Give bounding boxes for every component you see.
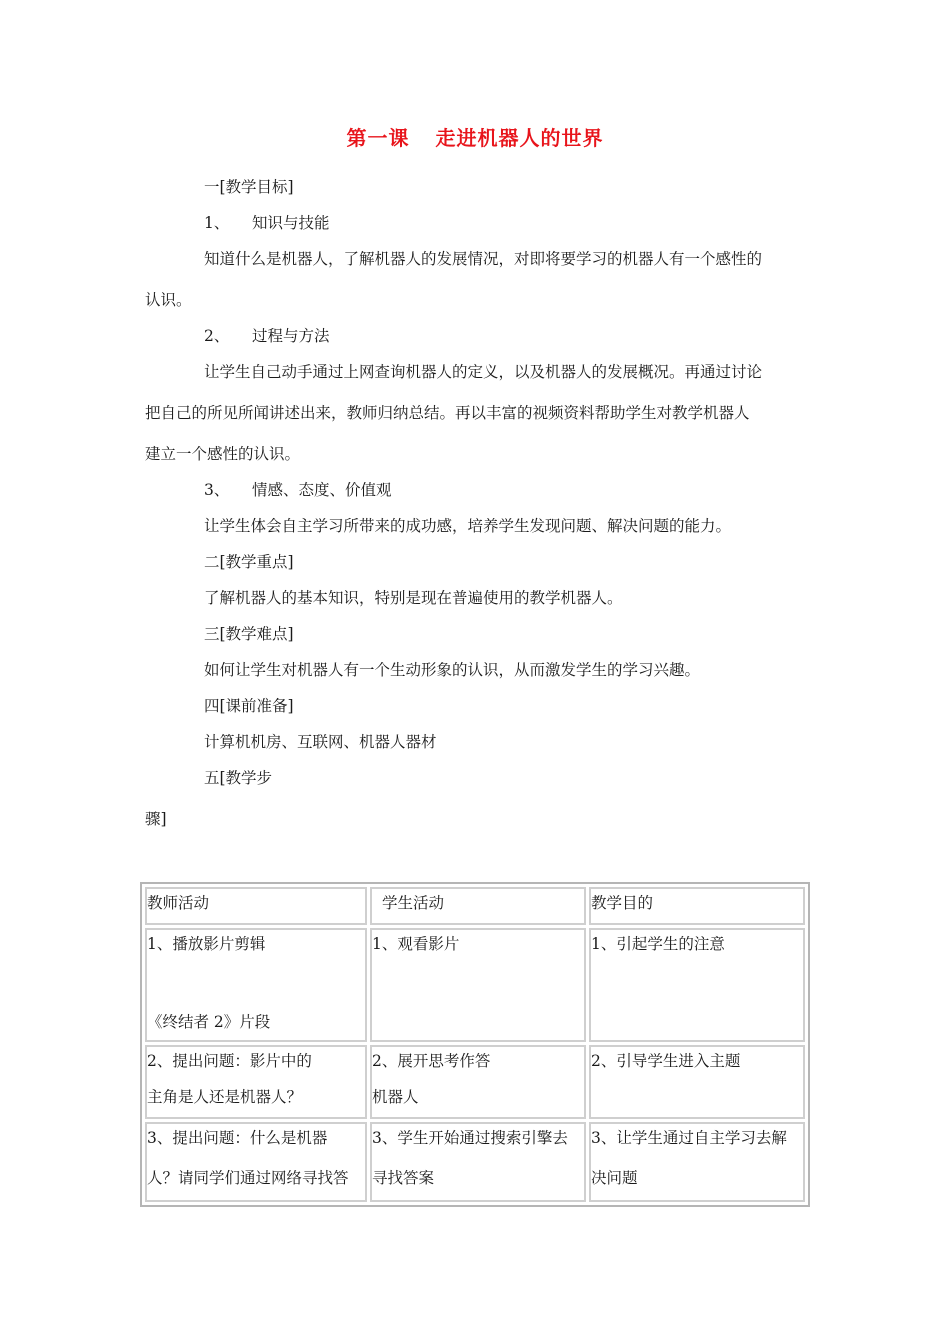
table-row	[145, 1045, 805, 1119]
purpose-cell: 1、引起学生的注意	[589, 928, 805, 1042]
teacher-cell: 1、播放影片剪辑 《终结者 2》片段	[145, 928, 367, 1042]
table-header-row	[145, 887, 805, 925]
key-points-heading: 二[教学重点]	[204, 553, 294, 571]
teacher-cell: 3、提出问题：什么是机器 人？请同学们通过网络寻找答	[145, 1122, 367, 1202]
key-points-text: 了解机器人的基本知识，特别是现在普遍使用的教学机器人。	[204, 589, 623, 607]
page-title	[0, 122, 950, 151]
difficult-points-text: 如何让学生对机器人有一个生动形象的认识，从而激发学生的学习兴趣。	[204, 661, 701, 679]
header-teacher-activity: 教师活动	[145, 887, 367, 925]
difficult-points-heading: 三[教学难点]	[204, 625, 294, 643]
goal2-heading: 2、 过程与方法	[204, 327, 330, 345]
goal1-text-line1: 知道什么是机器人，了解机器人的发展情况，对即将要学习的机器人有一个感性的	[204, 250, 763, 268]
table-row	[145, 928, 805, 1042]
header-teaching-purpose: 教学目的	[589, 887, 805, 925]
goal1-text-line2: 认识。	[145, 291, 192, 309]
goals-heading: 一[教学目标]	[204, 178, 294, 196]
goal2-text-line3: 建立一个感性的认识。	[145, 445, 301, 463]
student-cell: 2、展开思考作答 机器人	[370, 1045, 586, 1119]
goal2-text-line1: 让学生自己动手通过上网查询机器人的定义，以及机器人的发展概况。再通过讨论	[204, 363, 763, 381]
goal1-heading: 1、 知识与技能	[204, 214, 330, 232]
steps-heading-line2: 骤]	[145, 810, 167, 828]
steps-heading-line1: 五[教学步	[204, 769, 273, 787]
lesson-name: 走进机器人的世界	[435, 126, 604, 150]
student-cell: 1、观看影片	[370, 928, 586, 1042]
goal3-text: 让学生体会自主学习所带来的成功感，培养学生发现问题、解决问题的能力。	[204, 517, 732, 535]
purpose-cell: 2、引导学生进入主题	[589, 1045, 805, 1119]
purpose-cell: 3、让学生通过自主学习去解 决问题	[589, 1122, 805, 1202]
lesson-number: 第一课	[346, 126, 410, 150]
student-cell: 3、学生开始通过搜索引擎去 寻找答案	[370, 1122, 586, 1202]
goal3-heading: 3、 情感、态度、价值观	[204, 481, 392, 499]
header-student-activity: 学生活动	[370, 887, 586, 925]
preparation-text: 计算机机房、互联网、机器人器材	[204, 733, 437, 751]
table-row	[145, 1122, 805, 1202]
lesson-steps-table	[140, 882, 810, 1207]
preparation-heading: 四[课前准备]	[204, 697, 294, 715]
teacher-cell: 2、提出问题：影片中的 主角是人还是机器人？	[145, 1045, 367, 1119]
goal2-text-line2: 把自己的所见所闻讲述出来，教师归纳总结。再以丰富的视频资料帮助学生对教学机器人	[145, 404, 750, 422]
